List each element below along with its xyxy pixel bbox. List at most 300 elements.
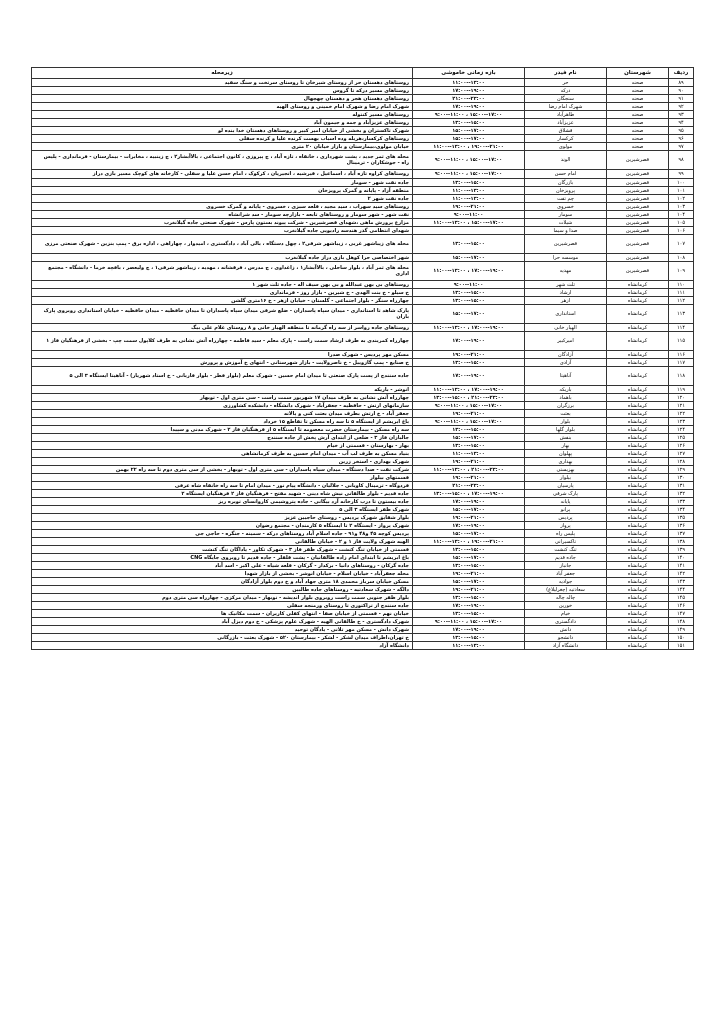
row-number-cell: ۱۳۲ [669,490,694,498]
feeder-cell: چم تفت [525,195,607,203]
area-cell: جاده سنندج از پست پارک صنعتی تا میدان امام حسین - شهرک معلم (بلوار فطر - بلوار فاربانی - خ استاد شهریار) - آناهیتا ایستگاه ۳ الی ۵ [32,367,413,386]
area-cell: خ تهران،اطراف میدان لشکر - لشکر - بیمارستان ۵۲۰ - شهرک بعثت - بازرگانی [32,634,413,642]
time-cell: ۱۳:۰۰--۱۵:۰۰ [413,119,525,127]
county-cell: کرمانشاه [607,351,669,359]
table-row [32,195,694,203]
time-cell: ۹:۰۰--۱۱:۰۰ ، ۱۵:۰۰--۱۷:۰۰ [413,151,525,170]
county-cell: قصرشیرین [607,227,669,235]
table-row [32,530,694,538]
table-row [32,634,694,642]
table-row [32,610,694,618]
feeder-cell: مولوی [525,143,607,151]
feeder-cell: استانداری [525,305,607,324]
time-cell: ۱۱:۰۰--۱۳:۰۰ [413,642,525,650]
area-cell: شهرک پرواز - ایستگاه ۲ تا ایستگاه ۵ کارمندان - مجتمع رضوان [32,522,413,530]
area-cell: روستاهای کرکسار،هریله وده اسباب بهست کرنده علیا و کرنده سفلی [32,135,413,143]
county-cell: قصرشیرین [607,211,669,219]
header-feeder: نام فیدر [525,68,607,79]
area-cell: محله های زیباشهر غربی ، زیباشهر شرقی۲ ، چهل دستگاه ، بالی آباد ، دادگستری ، امیدوار ، چهاراهی ، اداره برق - پمپ بنزین - شهرک صنعتی مرزی [32,235,413,254]
area-cell: سازمانهای ارتش - حافظیه - جعفرآباد - شهرک دانشگاه - دانشکده کشاورزی [32,402,413,410]
time-cell: ۹:۰۰--۱۱:۰۰ ، ۱۵:۰۰--۱۷:۰۰ [413,402,525,410]
header-area: زیرمحله [32,68,413,79]
table-row [32,442,694,450]
row-number-cell: ۱۰۳ [669,203,694,211]
time-cell: ۱۳:۰۰--۱۵:۰۰ [413,297,525,305]
table-row [32,586,694,594]
table-row [32,570,694,578]
time-cell: ۹:۰۰--۱۱:۰۰ ، ۱۵:۰۰--۱۷:۰۰ [413,111,525,119]
county-cell: کرمانشاه [607,538,669,546]
county-cell: کرمانشاه [607,410,669,418]
feeder-cell: پهلوان [525,450,607,458]
time-cell: ۱۱:۰۰--۱۳:۰۰ [413,187,525,195]
area-cell: محله های ثمر آباد ، بلوار ساحلی ، بالاآبشار۱ ، زاغداوی ، چ مدرس ، فرقشانه ، مهدیه ، زیباشهر شرقی۱ ، چ ولیعصر ، بافچه خرما - دانشگاه - مجتمع اداری [32,262,413,281]
county-cell: صحنه [607,111,669,119]
table-row [32,127,694,135]
county-cell: کرمانشاه [607,418,669,426]
area-cell: سه راه مسکن - بیمارستان حضرت معصومه تا ایستگاه ۵ از فرهنگیان فاز ۲ - شهرک مدنی و سپیدا [32,426,413,434]
feeder-cell: برزگران [525,402,607,410]
area-cell: جاده گرکان - روستاهای دانیا - برکدار - گرکان - قلعه شیاه - علی اکبر - اسد آباد [32,562,413,570]
row-number-cell: ۱۴۳ [669,578,694,586]
table-row [32,219,694,227]
county-cell: کرمانشاه [607,458,669,466]
row-number-cell: ۱۳۷ [669,530,694,538]
time-cell: ۱۵:۰۰--۱۷:۰۰ [413,578,525,586]
table-row [32,203,694,211]
table-row [32,359,694,367]
county-cell: کرمانشاه [607,562,669,570]
row-number-cell: ۱۲۵ [669,434,694,442]
feeder-cell: پارک شرقی [525,490,607,498]
county-cell: کرمانشاه [607,297,669,305]
table-row [32,281,694,289]
county-cell: صحنه [607,143,669,151]
row-number-cell: ۱۴۹ [669,626,694,634]
table-row [32,554,694,562]
feeder-cell: بعثت [525,410,607,418]
area-cell: شهرک دانش - مسکن مهر تلانی - یادگان توحید [32,626,413,634]
table-row [32,626,694,634]
table-row [32,482,694,490]
county-cell: صحنه [607,127,669,135]
county-cell: کرمانشاه [607,332,669,351]
area-cell: جاده نفت شهر - سومار [32,179,413,187]
feeder-cell: شهرک امام رضا [525,103,607,111]
row-number-cell: ۹۴ [669,119,694,127]
table-row [32,187,694,195]
feeder-cell: چاله چاله [525,594,607,602]
table-row [32,418,694,426]
row-number-cell: ۱۳۴ [669,506,694,514]
area-cell: روستاهای جاده رواسر از سه راه گرمانه تا منطقه الهیار خانی و ۸ روستای غلام علی بیگ [32,324,413,332]
row-number-cell: ۹۶ [669,135,694,143]
area-cell: قسمتهای بیلوار [32,474,413,482]
row-number-cell: ۹۰ [669,87,694,95]
feeder-cell: سعادتیه (چغرلیلاغ) [525,586,607,594]
feeder-cell: ارشاد [525,289,607,297]
area-cell: بنیاد مسکن به طرف لب آب - میدان امام حسین به طرف کرمانشاهی [32,450,413,458]
table-row [32,394,694,402]
feeder-cell: درکه [525,87,607,95]
area-cell: روستاهای مسیر درکه تا گروس [32,87,413,95]
time-cell: ۱۳:۰۰--۱۵:۰۰ [413,546,525,554]
area-cell: روستاهای مسیر کنتوله [32,111,413,119]
time-cell: ۱۷:۰۰--۱۹:۰۰ [413,332,525,351]
feeder-cell: عزیزآباد [525,119,607,127]
area-cell: شهدای انتظامی گذر هندسه رادیویی جاده گیلانغرب [32,227,413,235]
county-cell: صحنه [607,95,669,103]
area-cell: خ صنایع - پمپ گازوییل - خ ناصرولایت - بازار شهرستانی - انتهای خ آموزش و پرورش [32,359,413,367]
feeder-cell: شیلات [525,219,607,227]
county-cell: کرمانشاه [607,474,669,482]
feeder-cell: دادگستری [525,618,607,626]
county-cell: صحنه [607,119,669,127]
table-row [32,466,694,474]
area-cell: جعفر آباد - خ ارتش بطرف میدان بعثت کنی و پالانه [32,410,413,418]
table-row [32,235,694,254]
county-cell: صحنه [607,135,669,143]
table-row [32,211,694,219]
area-cell: مزارع پرورش ماهی ،شهدای قصرشیرین - شرکت پیوند بستون پارس - شهرک صنعتی جاده گیلانغرب [32,219,413,227]
row-number-cell: ۹۳ [669,111,694,119]
area-cell: روستاهای دهستان هجر و دهستان چهچهال [32,95,413,103]
table-row [32,367,694,386]
table-row [32,179,694,187]
county-cell: کرمانشاه [607,367,669,386]
county-cell: کرمانشاه [607,434,669,442]
feeder-cell: جاده قدیم [525,554,607,562]
feeder-cell: سنجگان [525,95,607,103]
county-cell: قصرشیرین [607,187,669,195]
table-row [32,262,694,281]
table-row [32,227,694,235]
time-cell: ۱۷:۰۰--۱۹:۰۰ [413,367,525,386]
feeder-cell: صدا و سیما [525,227,607,235]
feeder-cell: جوادیه [525,578,607,586]
feeder-cell: پرواز [525,522,607,530]
row-number-cell: ۱۲۴ [669,426,694,434]
row-number-cell: ۱۴۶ [669,602,694,610]
table-row [32,562,694,570]
time-cell: ۱۷:۰۰--۱۹:۰۰ [413,626,525,634]
feeder-cell: پردیس [525,514,607,522]
feeder-cell: آناهیتا [525,367,607,386]
row-number-cell: ۱۱۱ [669,289,694,297]
table-row [32,506,694,514]
table-row [32,498,694,506]
row-number-cell: ۱۰۸ [669,254,694,262]
time-cell: ۱۷:۰۰--۱۹:۰۰ [413,522,525,530]
area-cell: شهرک بهداری - استخر زرین [32,458,413,466]
county-cell: کرمانشاه [607,466,669,474]
feeder-cell: حر [525,79,607,87]
row-number-cell: ۹۵ [669,127,694,135]
feeder-cell: کرکسار [525,135,607,143]
time-cell: ۱۱:۰۰--۱۳:۰۰ ، ۲۱:۰۰--۲۳:۰۰ [413,466,525,474]
table-row [32,514,694,522]
row-number-cell: ۱۲۳ [669,418,694,426]
table-row [32,170,694,179]
area-cell: خ سیلو - خ بنت الهدی - خ شیرین - بازار روز - فرمانداری [32,289,413,297]
table-row [32,642,694,650]
row-number-cell: ۱۳۰ [669,474,694,482]
row-number-cell: ۱۰۹ [669,262,694,281]
county-cell: قصرشیرین [607,219,669,227]
county-cell: کرمانشاه [607,281,669,289]
county-cell: کرمانشاه [607,506,669,514]
row-number-cell: ۱۰۶ [669,227,694,235]
table-row [32,332,694,351]
table-row [32,434,694,442]
table-body [32,79,694,650]
feeder-cell: آزادگان [525,351,607,359]
row-number-cell: ۱۰۴ [669,211,694,219]
table-row [32,111,694,119]
row-number-cell: ۱۲۱ [669,402,694,410]
county-cell: کرمانشاه [607,642,669,650]
feeder-cell: پرویزخان [525,187,607,195]
time-cell: ۱۳:۰۰--۱۵:۰۰ [413,442,525,450]
feeder-cell: الهیار خانی [525,324,607,332]
table-row [32,386,694,394]
row-number-cell: ۹۸ [669,151,694,170]
outage-schedule-sheet [31,67,693,650]
row-number-cell: ۱۳۶ [669,522,694,530]
feeder-cell: امیرکبیر [525,332,607,351]
table-row [32,351,694,359]
time-cell: ۱۱:۰۰--۱۳:۰۰ ، ۱۵:۰۰--۱۷:۰۰ [413,219,525,227]
county-cell: کرمانشاه [607,586,669,594]
row-number-cell: ۱۲۲ [669,410,694,418]
area-cell: چهارراه سنگر - بلوار اجتماعی - گلستان - خیابان ازهر - خ ۱۶متری گلشن [32,297,413,305]
time-cell: ۱۳:۰۰--۱۵:۰۰ [413,426,525,434]
time-cell: ۱۱:۰۰--۱۳:۰۰ [413,450,525,458]
row-number-cell: ۱۳۸ [669,538,694,546]
area-cell: الهیه شهرک ولایت فاز ۱ و ۲ - خیابان طالقانی [32,538,413,546]
time-cell: ۱۵:۰۰--۱۷:۰۰ [413,506,525,514]
feeder-cell: الوند [525,151,607,170]
area-cell: جالبازان فاز ۳ - ضلعی از ابتدای آرش پخش از جاده سنندج [32,434,413,442]
row-number-cell: ۱۴۴ [669,586,694,594]
row-number-cell: ۱۴۷ [669,610,694,618]
time-cell: ۹:۰۰--۱۱:۰۰ ، ۱۵:۰۰--۱۷:۰۰ [413,618,525,626]
county-cell: کرمانشاه [607,305,669,324]
area-cell: فردوگاه - ترمینال کاویانی - جلالیان - دانشگاه پیام نور - میدان امام تا سه راه خانقاه شاه عرفی [32,482,413,490]
table-row [32,458,694,466]
feeder-cell: قصرشیرین [525,235,607,254]
county-cell: قصرشیرین [607,195,669,203]
area-cell: چهارراه کمربندی به طرف ارشاد سمت راست - پارک معلم - سید فاطمه - چهارراه آتش نشانی به طرف کلاپول سمت چپ - بخشی از فرهنگیان فاز ۱ [32,332,413,351]
county-cell: کرمانشاه [607,514,669,522]
county-cell: کرمانشاه [607,530,669,538]
time-cell: ۱۳:۰۰--۱۵:۰۰ [413,634,525,642]
row-number-cell: ۱۵۱ [669,642,694,650]
county-cell: قصرشیرین [607,203,669,211]
feeder-cell: سومار [525,211,607,219]
feeder-cell: بازرگان [525,179,607,187]
time-cell: ۱۹:۰۰--۲۱:۰۰ [413,570,525,578]
row-number-cell: ۱۳۵ [669,514,694,522]
time-cell: ۱۳:۰۰--۱۵:۰۰ [413,235,525,254]
table-row [32,143,694,151]
time-cell: ۱۱:۰۰--۱۳:۰۰ ، ۱۹:۰۰--۲۱:۰۰ [413,143,525,151]
row-number-cell: ۱۱۵ [669,332,694,351]
row-number-cell: ۱۰۵ [669,219,694,227]
table-row [32,402,694,410]
feeder-cell: خورین [525,602,607,610]
table-row [32,87,694,95]
feeder-cell: ازهر [525,297,607,305]
row-number-cell: ۱۱۶ [669,351,694,359]
time-cell: ۹:۰۰--۱۱:۰۰ ، ۱۵:۰۰--۱۷:۰۰ [413,418,525,426]
table-row [32,103,694,111]
feeder-cell: پایانه [525,498,607,506]
county-cell: قصرشیرین [607,235,669,254]
table-row [32,135,694,143]
row-number-cell: ۱۲۸ [669,458,694,466]
time-cell: ۱۹:۰۰--۲۱:۰۰ [413,458,525,466]
area-cell: بلوار شقایق شهرک پردیس - روستای حاجیین عزیز [32,514,413,522]
time-cell: ۱۵:۰۰--۱۷:۰۰ [413,127,525,135]
row-number-cell: ۱۰۲ [669,195,694,203]
table-row [32,618,694,626]
table-row [32,450,694,458]
area-cell: منطقه آزاد - پایانه و گمرک پرویزخان [32,187,413,195]
county-cell: کرمانشاه [607,522,669,530]
row-number-cell: ۹۷ [669,143,694,151]
area-cell: مسکن مهر پردیس - شهرک صدرا [32,351,413,359]
area-cell: محله جعفرآباد - خیابان اسلام - خیابان انوشر - بخشی از بازار شهدا [32,570,413,578]
time-cell: ۱۳:۰۰--۱۵:۰۰ [413,610,525,618]
area-cell: روستاهای دهستان حر از روستای شیرخان تا روستای سرتخت و سنگ سفید [32,79,413,87]
feeder-cell: باریکه [525,386,607,394]
table-row [32,305,694,324]
county-cell: کرمانشاه [607,618,669,626]
row-number-cell: ۱۰۱ [669,187,694,195]
row-number-cell: ۱۴۸ [669,618,694,626]
area-cell: قسمتی از خیابان تنگ کنشت - شهرک ظفر فاز ۳ - شهرک تکاور - یاداگان تنگ کنشت [32,546,413,554]
county-cell: کرمانشاه [607,634,669,642]
table-row [32,578,694,586]
area-cell: جاده سنندج از تراکتوری تا روستای ورمنجه سفلی [32,602,413,610]
time-cell: ۱۹:۰۰--۲۱:۰۰ [413,351,525,359]
time-cell: ۱۱:۰۰--۱۳:۰۰ ، ۱۷:۰۰--۱۹:۰۰ [413,262,525,281]
feeder-cell: بلوار [525,418,607,426]
table-row [32,151,694,170]
area-cell: پارک شاهد تا استانداری - میدان سپاه پاسداران - ضلع شرقی میدان سپاه پاسداران تا میدان حافظیه - میدان حافظیه - خیابان استانداری روبروی پارک باران [32,305,413,324]
county-cell: کرمانشاه [607,482,669,490]
area-cell: روستاهای بی بهن عبدالله و بی بهن سیف اله - جاده ثلث شهر ۱ [32,281,413,289]
time-cell: ۱۳:۰۰--۱۵:۰۰ [413,359,525,367]
time-cell: ۱۹:۰۰--۲۱:۰۰ [413,474,525,482]
area-cell: پردیس کوچه ۴۵ و۴۸ و۹۱ - جاده اسلام آباد روستاهای درکه - سمینه - جنگره - حاجی جی [32,530,413,538]
area-cell: شهرک تاکستران و بخشی از خیابان امیر کبیر و روستاهای دهستان خدا بنده لو [32,127,413,135]
county-cell: کرمانشاه [607,602,669,610]
area-cell: روستاهای عزیزآباد و جمه و جیمون آباد [32,119,413,127]
area-cell: دانشگاه آزاد [32,642,413,650]
time-cell: ۱۵:۰۰--۱۷:۰۰ [413,530,525,538]
time-cell: ۱۹:۰۰--۲۱:۰۰ [413,586,525,594]
area-cell: جاده بیستون تا درب کارخانه آرد بیگانی - جاده پتروشیمی کاروانسای توبره ریز [32,498,413,506]
time-cell: ۱۵:۰۰--۱۷:۰۰ [413,434,525,442]
feeder-cell: طاهرآباد [525,111,607,119]
area-cell: محله های ثمر جدید ، پشت شهرداری ، خانقاه ، تازه آباد ، چ پیروزی ، کانون اجتماعی ، بالاآبشار۲ ، چ زینبیه ، مخابرات - بیمارستان - فرمانداری - پلیس راه - جوشکاران - ترمینال [32,151,413,170]
row-number-cell: ۱۱۷ [669,359,694,367]
area-cell: نفت شهر - شهر سومار و روستاهای تابعه - بازارچه سومار - سد شرانشاه [32,211,413,219]
time-cell: ۱۱:۰۰--۱۳:۰۰ ، ۱۷:۰۰--۱۹:۰۰ [413,386,525,394]
table-row [32,297,694,305]
feeder-cell: بهداری [525,458,607,466]
area-cell: جاده نفت شهر ۲ [32,195,413,203]
feeder-cell: تنگ کنشت [525,546,607,554]
county-cell: کرمانشاه [607,570,669,578]
county-cell: کرمانشاه [607,426,669,434]
table-row [32,289,694,297]
outage-table [31,67,694,650]
table-row [32,602,694,610]
row-number-cell: ۱۴۲ [669,570,694,578]
time-cell: ۱۵:۰۰--۱۷:۰۰ [413,554,525,562]
feeder-cell: جعفر آباد [525,570,607,578]
feeder-cell: بهار [525,442,607,450]
feeder-cell: خسروی [525,203,607,211]
feeder-cell: پرانو [525,506,607,514]
county-cell: صحنه [607,103,669,111]
feeder-cell: تاکسیرانی [525,538,607,546]
row-number-cell: ۹۱ [669,95,694,103]
area-cell: خیابان مولوی،بیمارستان و بازار خیابان ۲۰ متری [32,143,413,151]
county-cell: کرمانشاه [607,289,669,297]
time-cell: ۱۷:۰۰--۱۹:۰۰ [413,87,525,95]
table-row [32,546,694,554]
feeder-cell: مهدیه [525,262,607,281]
feeder-cell: دانشجو [525,634,607,642]
row-number-cell: ۱۲۶ [669,442,694,450]
row-number-cell: ۱۳۱ [669,482,694,490]
row-number-cell: ۸۹ [669,79,694,87]
table-row [32,79,694,87]
time-cell: ۱۵:۰۰--۱۷:۰۰ [413,135,525,143]
county-cell: قصرشیرین [607,262,669,281]
row-number-cell: ۱۱۸ [669,367,694,386]
time-cell: ۱۱:۰۰--۱۳:۰۰ ، ۱۹:۰۰--۲۱:۰۰ [413,538,525,546]
area-cell: بلوار ظفر جنوبی سمت راست روبروی بلوار اندیشه - نوبهار - میدان مرکزی - چهارراه سی متری دوم [32,594,413,602]
table-row [32,490,694,498]
row-number-cell: ۱۴۵ [669,594,694,602]
row-number-cell: ۱۲۹ [669,466,694,474]
header-county: شهرستان [607,68,669,79]
row-number-cell: ۹۲ [669,103,694,111]
row-number-cell: ۱۱۲ [669,297,694,305]
row-number-cell: ۱۴۰ [669,554,694,562]
table-header-row [32,68,694,79]
area-cell: خیابان نهم - قسمتی از خیابان صفا - انتهای کفلی کاربران - سمت مکانیک ها [32,610,413,618]
county-cell: کرمانشاه [607,386,669,394]
time-cell: ۱۳:۰۰--۱۵:۰۰ ، ۲۱:۰۰--۲۳:۰۰ [413,394,525,402]
feeder-cell: بلوار گلها [525,426,607,434]
feeder-cell: باهماد [525,394,607,402]
row-number-cell: ۱۱۳ [669,305,694,324]
area-cell: جاده قدیم - بلوار طالقانی نیش شاه دینی - شهید مفتح - فرهنگیان فاز ۲ فرهنگیان ایستگاه ۲ [32,490,413,498]
table-row [32,410,694,418]
time-cell: ۱۷:۰۰--۱۹:۰۰ [413,498,525,506]
time-cell: ۹:۰۰--۱۱:۰۰ ، ۱۵:۰۰--۱۷:۰۰ [413,170,525,179]
feeder-cell: دانش [525,626,607,634]
county-cell: کرمانشاه [607,626,669,634]
area-cell: انوشر - باریکه [32,386,413,394]
time-cell: ۱۹:۰۰--۲۱:۰۰ [413,203,525,211]
